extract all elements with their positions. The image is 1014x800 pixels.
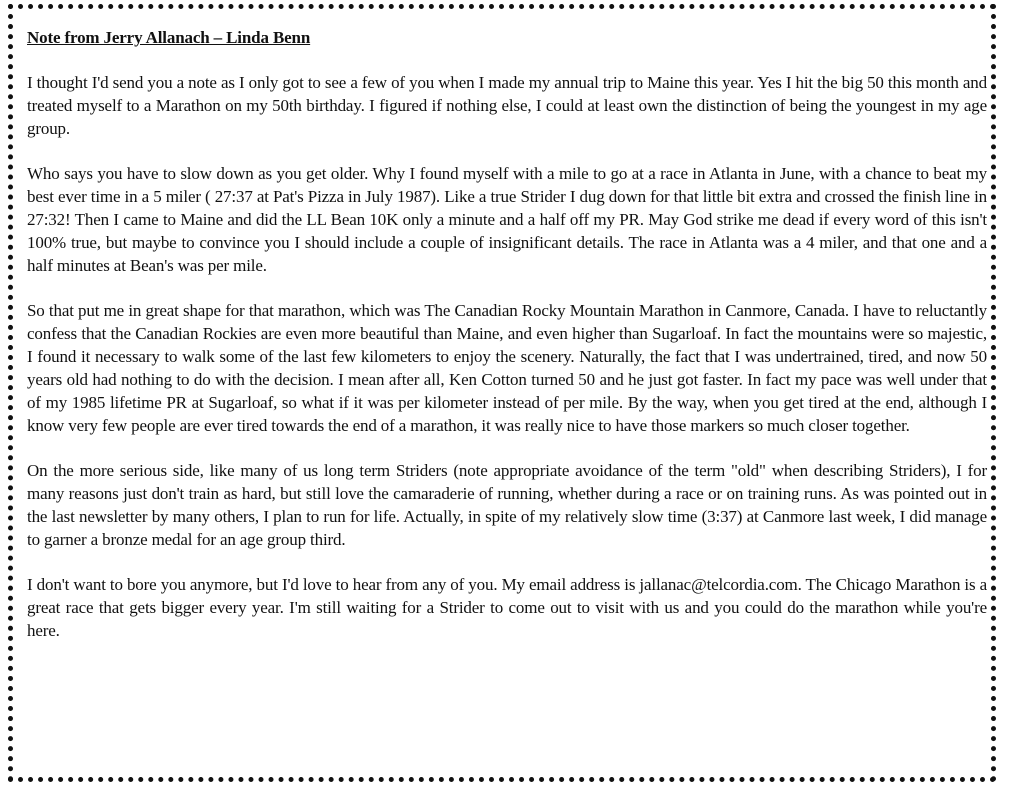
note-title: Note from Jerry Allanach – Linda Benn — [27, 28, 311, 47]
note-content — [27, 26, 987, 642]
paragraph-contact: I don't want to bore you anymore, but I'd love to hear from any of you. My email address is jallanac@telcordia.com. The Chicago Marathon is a great race that gets bigger every year. I'm still waiting for a Strider to come out to visit with us and you could do the marathon while you're here. — [27, 575, 987, 640]
paragraph-serious-side: On the more serious side, like many of us long term Striders (note appropriate avoidance of the term "old" when describing Striders), I for many reasons just don't train as hard, but still love the camaraderie of running, whether during a race or on training runs. As was pointed out in the last newsletter by many others, I plan to run for life. Actually, in spite of my relatively slow time (3:37) at Canmore last week, I did manage to garner a bronze medal for an age group third. — [27, 461, 987, 549]
paragraph-birthday-marathon: I thought I'd send you a note as I only got to see a few of you when I made my annual trip to Maine this year. Yes I hit the big 50 this month and treated myself to a Marathon on my 50th birthday. I figured if nothing else, I could at least own the distinction of being the youngest in my age group. — [27, 73, 987, 138]
paragraph-canmore-marathon: So that put me in great shape for that marathon, which was The Canadian Rocky Mountain Marathon in Canmore, Canada. I have to reluctantly confess that the Canadian Rockies are even more beautiful than Maine, and even higher than Sugarloaf. In fact the mountains were so majestic, I found it necessary to walk some of the last few kilometers to enjoy the scenery. Naturally, the fact that I was undertrained, tired, and now 50 years old had nothing to do with the decision. I mean after all, Ken Cotton turned 50 and he just got faster. In fact my pace was well under that of my 1985 lifetime PR at Sugarloaf, so what if it was per kilometer instead of per mile. By the way, when you get tired at the end, although I know very few people are ever tired towards the end of a marathon, it was really nice to have those markers so much closer together. — [27, 301, 987, 435]
paragraph-slow-down: Who says you have to slow down as you get older. Why I found myself with a mile to go at a race in Atlanta in June, with a chance to beat my best ever time in a 5 miler ( 27:37 at Pat's Pizza in July 1987). Like a true Strider I dug down for that little bit extra and crossed the finish line in 27:32! Then I came to Maine and did the LL Bean 10K only a minute and a half off my PR. May God strike me dead if every word of this isn't 100% true, but maybe to convince you I should include a couple of insignificant details. The race in Atlanta was a 4 miler, and that one and a half minutes at Bean's was per mile. — [27, 164, 987, 275]
